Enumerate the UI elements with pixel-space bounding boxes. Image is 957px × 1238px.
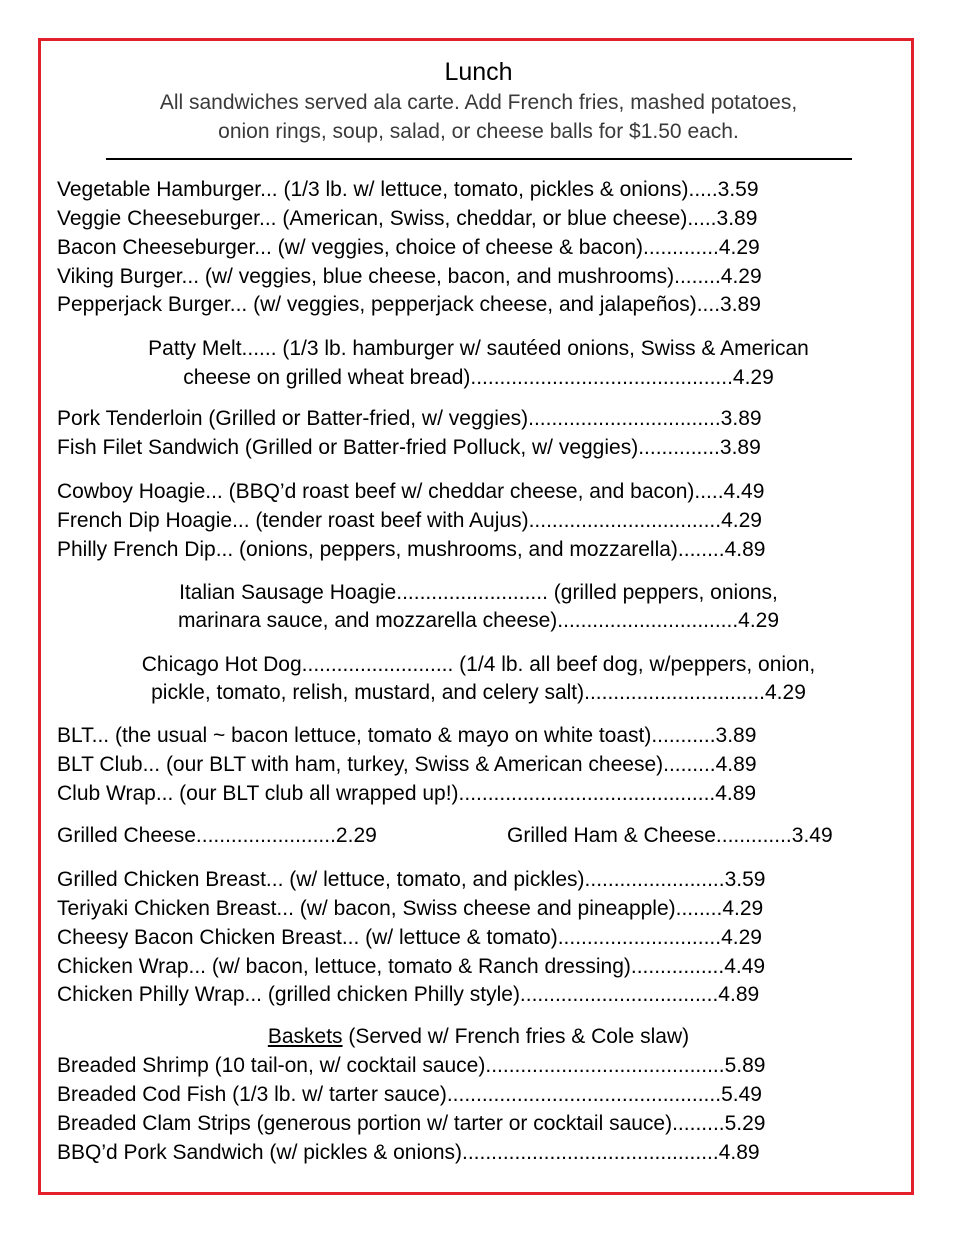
header-divider	[106, 158, 852, 160]
menu-item-chicken-wrap: Chicken Wrap... (w/ bacon, lettuce, tomato & Ranch dressing)................4.49	[57, 955, 766, 978]
menu-subtitle-line-1: All sandwiches served ala carte. Add French fries, mashed potatoes,	[159, 91, 798, 114]
menu-item-breaded-cod-fish: Breaded Cod Fish (1/3 lb. w/ tarter sauce)...............................................5.49	[57, 1083, 762, 1106]
menu-item-bbq-pork-sandwich: BBQ’d Pork Sandwich (w/ pickles & onions)............................................4.89	[57, 1141, 760, 1164]
menu-subtitle-line-2: onion rings, soup, salad, or cheese balls for $1.50 each.	[218, 120, 739, 143]
menu-item-chicken-philly-wrap: Chicken Philly Wrap... (grilled chicken Philly style)..................................4.89	[57, 983, 760, 1006]
baskets-heading-row	[50, 1023, 907, 1051]
menu-item-vegetable-hamburger: Vegetable Hamburger... (1/3 lb. w/ lettuce, tomato, pickles & onions).....3.59	[57, 178, 759, 201]
menu-item-cowboy-hoagie: Cowboy Hoagie... (BBQ’d roast beef w/ cheddar cheese, and bacon).....4.49	[57, 480, 765, 503]
menu-item-patty-melt-cont: cheese on grilled wheat bread).............................................4.29	[183, 366, 774, 389]
menu-item-viking-burger: Viking Burger... (w/ veggies, blue cheese, bacon, and mushrooms)........4.29	[57, 265, 762, 288]
menu-item-breaded-shrimp: Breaded Shrimp (10 tail-on, w/ cocktail sauce).........................................5.89	[57, 1054, 766, 1077]
menu-item-blt: BLT... (the usual ~ bacon lettuce, tomato & mayo on white toast)...........3.89	[57, 724, 757, 747]
menu-item-italian-sausage-cont: marinara sauce, and mozzarella cheese)...............................4.29	[177, 609, 780, 632]
menu-item-french-dip-hoagie: French Dip Hoagie... (tender roast beef with Aujus).................................4.29	[57, 509, 762, 532]
baskets-heading: Baskets	[267, 1025, 343, 1048]
menu-item-breaded-clam-strips: Breaded Clam Strips (generous portion w/ tarter or cocktail sauce).........5.29	[57, 1112, 766, 1135]
menu-item-bacon-cheeseburger: Bacon Cheeseburger... (w/ veggies, choice of cheese & bacon).............4.29	[57, 236, 760, 259]
menu-title: Lunch	[444, 58, 513, 86]
menu-item-teriyaki-chicken-breast: Teriyaki Chicken Breast... (w/ bacon, Swiss cheese and pineapple)........4.29	[57, 897, 764, 920]
menu-item-grilled-ham-cheese: Grilled Ham & Cheese.............3.49	[507, 824, 833, 847]
menu-item-chicago-hot-dog-cont: pickle, tomato, relish, mustard, and celery salt)...............................4.29	[151, 681, 806, 704]
menu-item-philly-french-dip: Philly French Dip... (onions, peppers, mushrooms, and mozzarella)........4.89	[57, 538, 766, 561]
menu-item-chicago-hot-dog: Chicago Hot Dog.......................... (1/4 lb. all beef dog, w/peppers, onion,	[141, 653, 816, 676]
menu-item-italian-sausage: Italian Sausage Hoagie.......................... (grilled peppers, onions,	[179, 581, 778, 604]
menu-item-pork-tenderloin: Pork Tenderloin (Grilled or Batter-fried, w/ veggies).................................3.89	[57, 407, 762, 430]
menu-item-fish-filet: Fish Filet Sandwich (Grilled or Batter-fried Polluck, w/ veggies)..............3.89	[57, 436, 761, 459]
menu-item-pepperjack-burger: Pepperjack Burger... (w/ veggies, pepperjack cheese, and jalapeños)....3.89	[57, 293, 761, 316]
menu-item-patty-melt: Patty Melt...... (1/3 lb. hamburger w/ sautéed onions, Swiss & American	[148, 337, 809, 360]
baskets-note: (Served w/ French fries & Cole slaw)	[342, 1025, 690, 1048]
menu-item-blt-club: BLT Club... (our BLT with ham, turkey, Swiss & American cheese).........4.89	[57, 753, 757, 776]
menu-item-club-wrap: Club Wrap... (our BLT club all wrapped up!)............................................4.89	[57, 782, 757, 805]
menu-item-cheesy-bacon-chicken-breast: Cheesy Bacon Chicken Breast... (w/ lettuce & tomato)............................4.29	[57, 926, 762, 949]
menu-item-grilled-chicken-breast: Grilled Chicken Breast... (w/ lettuce, tomato, and pickles)........................3.59	[57, 868, 766, 891]
menu-item-grilled-cheese: Grilled Cheese........................2.29	[57, 824, 377, 847]
menu-item-veggie-cheeseburger: Veggie Cheeseburger... (American, Swiss, cheddar, or blue cheese).....3.89	[57, 207, 758, 230]
